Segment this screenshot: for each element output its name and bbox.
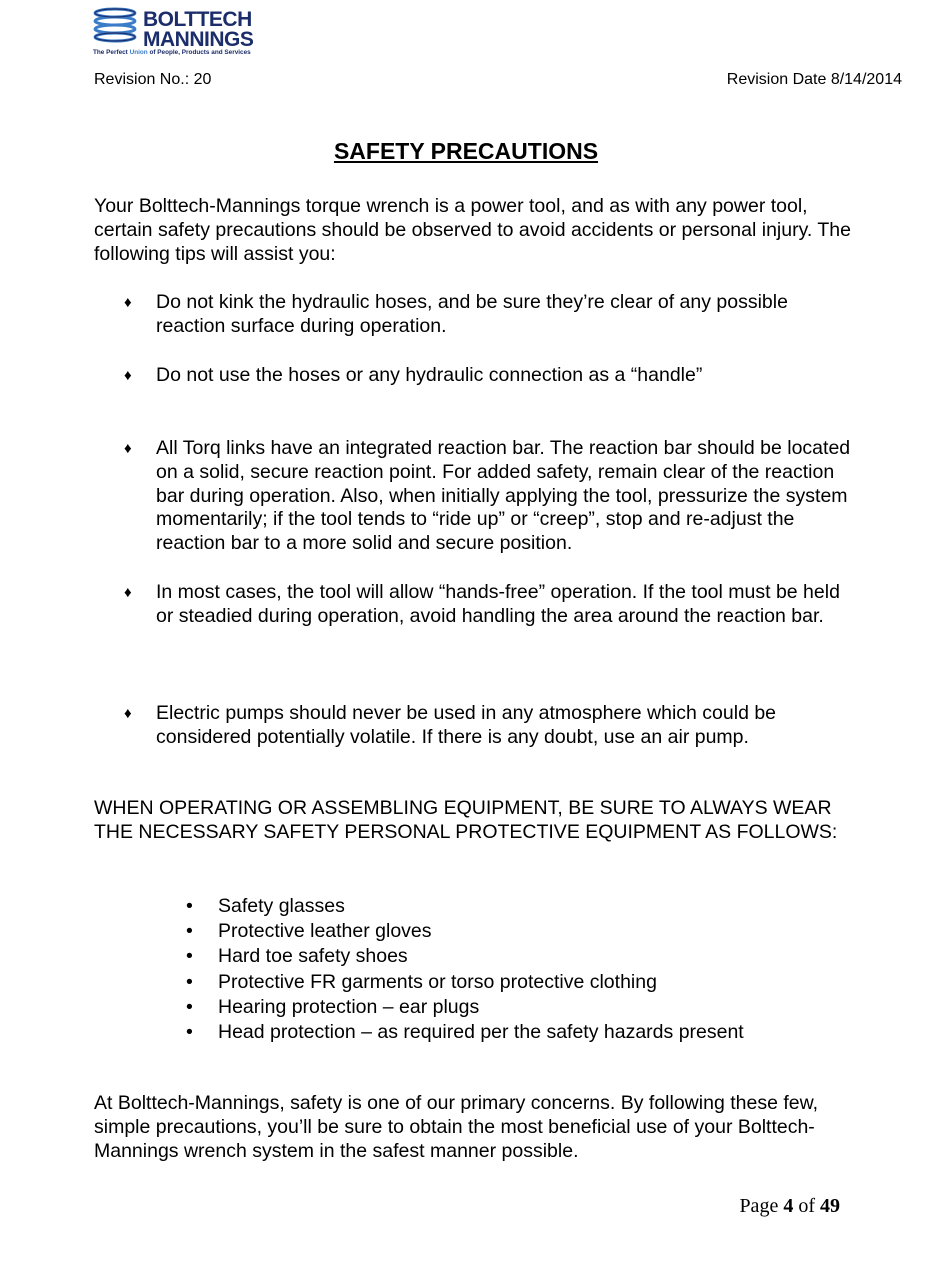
page-number: Page 4 of 49	[739, 1195, 840, 1217]
diamond-bullet-icon: ♦	[124, 440, 132, 457]
bullet-icon: •	[186, 945, 193, 968]
ppe-warning: WHEN OPERATING OR ASSEMBLING EQUIPMENT, BE SURE TO ALWAYS WEAR THE NECESSARY SAFETY PERSONAL PROTECTIVE EQUIPMENT AS FOLLOWS:	[94, 797, 838, 843]
bullet-icon: •	[186, 970, 193, 993]
bolttech-mannings-logo-icon	[93, 6, 298, 56]
diamond-bullet-icon: ♦	[124, 367, 132, 384]
tip-text: In most cases, the tool will allow “hands-free” operation. If the tool must be held or steadied during operation, avoid handling the area around the reaction bar.	[156, 581, 840, 627]
company-logo	[93, 6, 298, 56]
tip-text: All Torq links have an integrated reaction bar. The reaction bar should be located on a solid, secure reaction point. For added safety, remain clear of the reaction bar during operation. Also, when initially applying the tool, pressurize the system momentarily; if the tool tends to “ride up” or “creep”, stop and re-adjust the reaction bar to a more solid and secure position.	[156, 437, 851, 555]
revision-number: Revision No.: 20	[94, 71, 212, 88]
tip-text: Do not use the hoses or any hydraulic connection as a “handle”	[156, 364, 703, 386]
ppe-item-text: Hearing protection – ear plugs	[218, 995, 480, 1018]
list-item	[186, 944, 744, 969]
total-pages: 49	[820, 1195, 840, 1217]
revision-date: Revision Date 8/14/2014	[726, 71, 902, 88]
ppe-item-text: Protective leather gloves	[218, 920, 432, 943]
ppe-item-text: Hard toe safety shoes	[218, 945, 408, 968]
tip-text: Do not kink the hydraulic hoses, and be sure they’re clear of any possible reaction surface during operation.	[156, 291, 788, 337]
list-item	[186, 970, 744, 995]
bullet-icon: •	[186, 995, 193, 1018]
bullet-icon: •	[186, 1021, 193, 1044]
page-title: SAFETY PRECAUTIONS	[333, 138, 599, 164]
diamond-bullet-icon: ♦	[124, 705, 132, 722]
list-item	[186, 995, 744, 1020]
list-item	[186, 1020, 744, 1045]
logo-tagline: The Perfect Union of People, Products and Services	[93, 49, 251, 56]
tip-text: Electric pumps should never be used in any atmosphere which could be considered potentially volatile. If there is any doubt, use an air pump.	[156, 702, 777, 748]
ppe-list	[186, 894, 744, 1045]
list-item	[186, 894, 744, 919]
bullet-icon: •	[186, 895, 193, 917]
intro-paragraph: Your Bolttech-Mannings torque wrench is a power tool, and as with any power tool, certain safety precautions should be observed to avoid accidents or personal injury. The following tips will assist you:	[94, 195, 851, 265]
diamond-bullet-icon: ♦	[124, 294, 132, 311]
bullet-icon: •	[186, 920, 193, 943]
list-item	[186, 919, 744, 944]
logo-line2: MANNINGS	[143, 28, 254, 51]
logo-line1: BOLTTECH	[143, 8, 252, 31]
ppe-item-text: Protective FR garments or torso protective clothing	[218, 970, 657, 993]
ppe-item-text: Safety glasses	[218, 895, 345, 917]
current-page: 4	[783, 1195, 794, 1217]
closing-paragraph: At Bolttech-Mannings, safety is one of our primary concerns. By following these few, simple precautions, you’ll be sure to obtain the most beneficial use of your Bolttech-Mannings wrench system in the safest manner possible.	[94, 1092, 819, 1162]
ppe-item-text: Head protection – as required per the safety hazards present	[218, 1021, 744, 1044]
diamond-bullet-icon: ♦	[124, 584, 132, 601]
